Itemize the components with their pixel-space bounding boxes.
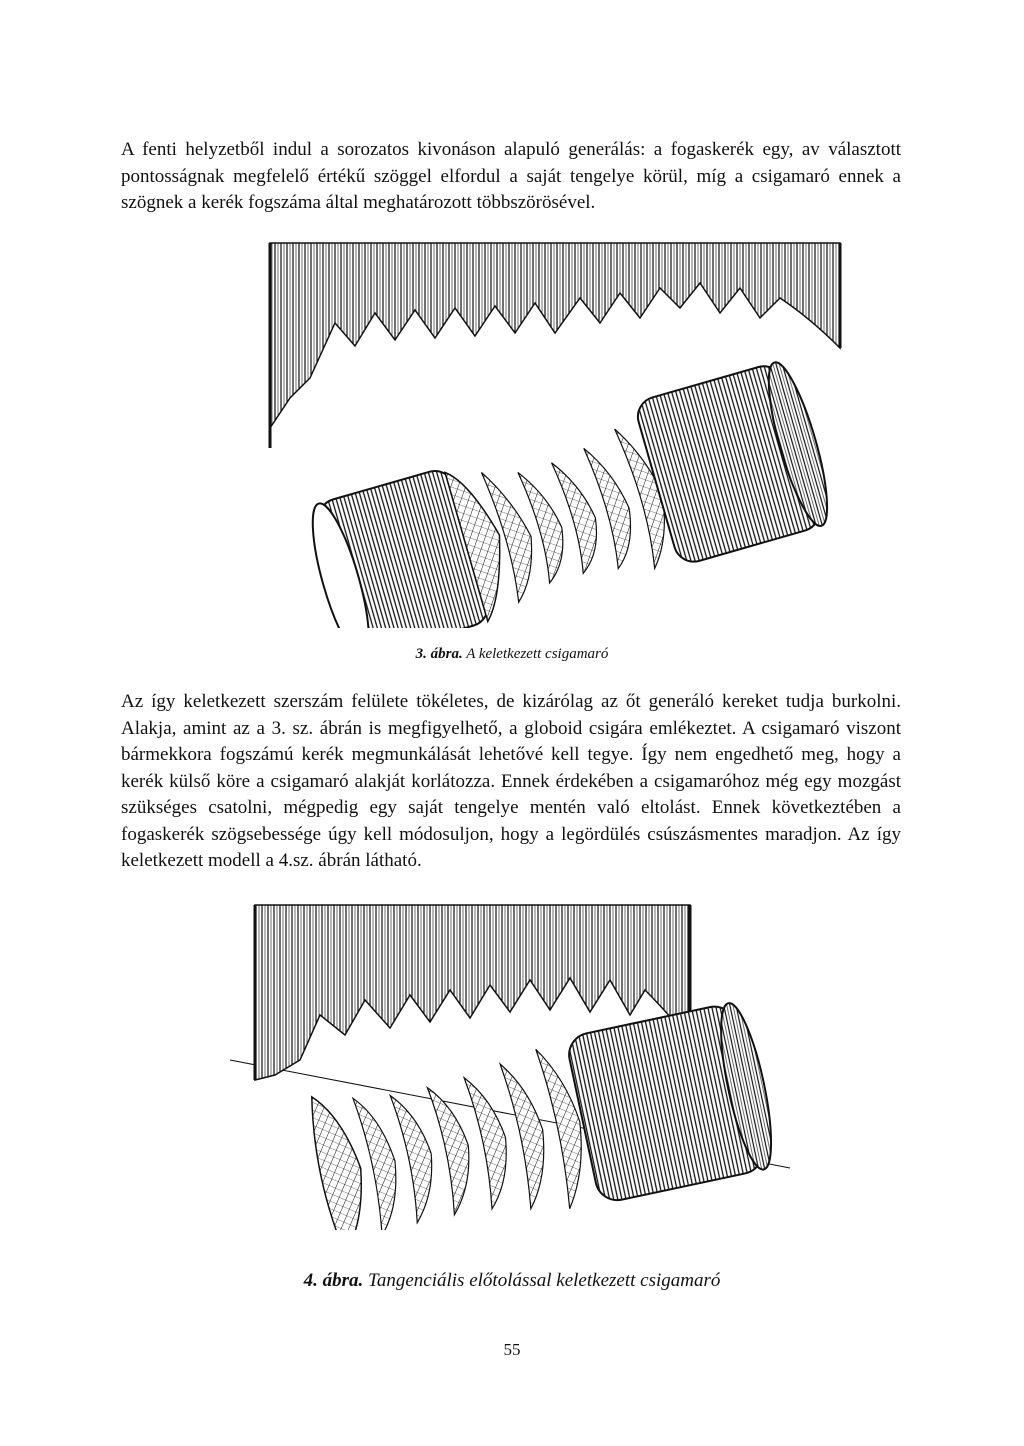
paragraph-1: A fenti helyzetből indul a sorozatos kivonáson alapuló generálás: a fogaskerék egy, av választott pontosságnak megfelelő értékű szöggel elfordul a saját tengelye körül, míg a csigamaró ennek a szögnek a kerék fogszáma által meghatározott többszörösével. — [121, 139, 901, 213]
page-number: 55 — [503, 1340, 521, 1359]
figure-3-globoid-hob — [250, 228, 860, 628]
figure-3-label: 3. ábra. — [415, 646, 463, 662]
figure-4-tangential-hob — [225, 900, 795, 1230]
figure-4-caption-text: Tangenciális előtolással keletkezett csigamaró — [368, 1270, 721, 1291]
figure-3-caption-text: A keletkezett csigamaró — [466, 646, 609, 662]
figure-4-caption — [0, 1270, 1024, 1292]
figure-3-drawing — [250, 228, 860, 628]
figure-3-caption — [0, 646, 1024, 663]
figure-4-label: 4. ábra. — [303, 1270, 364, 1291]
paragraph-2: Az így keletkezett szerszám felülete tökéletes, de kizárólag az őt generáló kereket tudja burkolni. Alakja, amint az a 3. sz. ábrán is megfigyelhető, a globoid csigára emlékeztet. A csigamaró viszont bármekkora fogszámú kerék megmunkálását lehetővé kell tegye. Így nem engedhető meg, hogy a kerék külső köre a csigamaró alakját korlátozza. Ennek érdekében a csigamaróhoz még egy mozgást szükséges csatolni, mégpedig egy saját tengelye mentén való eltolást. Ennek következtében a fogaskerék szögsebessége úgy kell módosuljon, hogy a legördülés csúszásmentes maradjon. Az így keletkezett modell a 4.sz. ábrán látható. — [121, 691, 901, 871]
figure-4-drawing — [225, 900, 795, 1230]
